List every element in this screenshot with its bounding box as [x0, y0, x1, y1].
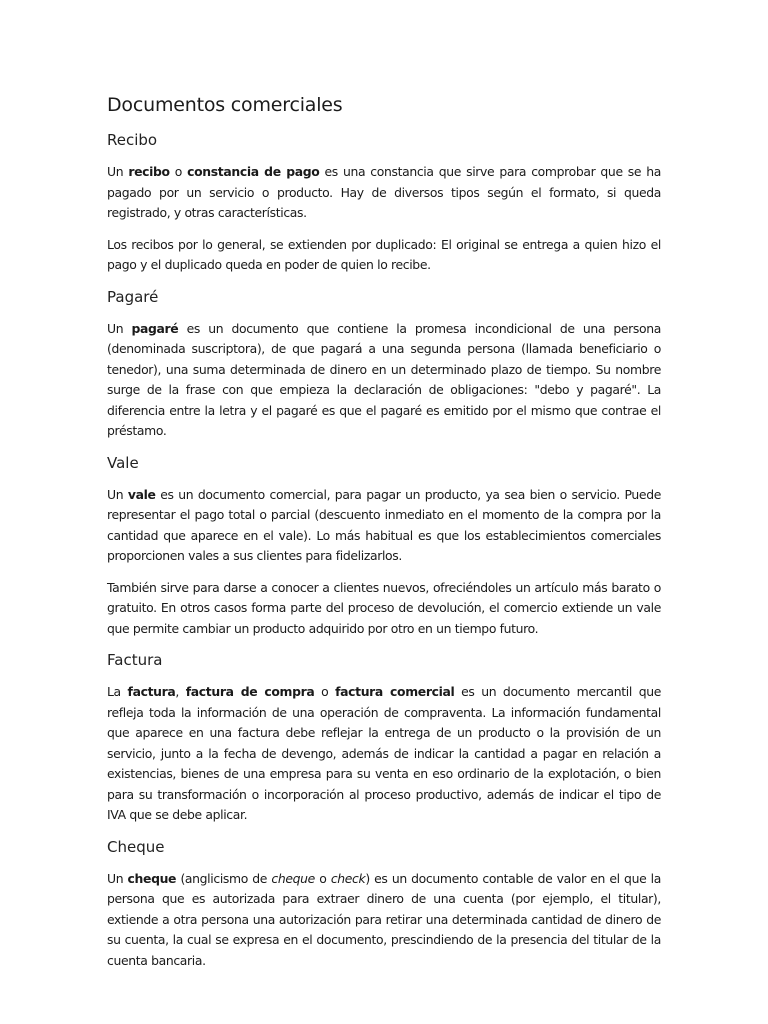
- bold-term: factura comercial: [335, 684, 455, 699]
- section-vale: [107, 453, 661, 640]
- paragraph-vale-1: [107, 485, 661, 567]
- text-run: es un documento que contiene la promesa incondicional de una persona (denominada suscriptora), de que pagará a una segunda persona (llamada beneficiario o tenedor), una suma determinada de dinero en un determinado plazo de tiempo. Su nombre surge de la frase con que empieza la declaración de obligaciones: "debo y pagaré". La diferencia entre la letra y el pagaré es que el pagaré es emitido por el mismo que contrae el préstamo.: [107, 320, 662, 438]
- text-run: Un: [107, 164, 129, 179]
- heading-pagare: Pagaré: [107, 287, 159, 306]
- paragraph-recibo-1: [107, 162, 661, 224]
- text-run: La: [107, 684, 128, 699]
- text-run: o: [314, 870, 331, 886]
- paragraph-factura-1: [107, 682, 661, 826]
- heading-recibo: Recibo: [107, 131, 158, 149]
- heading-factura: Factura: [107, 651, 163, 669]
- bold-term: recibo: [128, 164, 170, 179]
- italic-term: cheque: [271, 870, 315, 886]
- section-cheque: [107, 837, 661, 972]
- text-run: Un: [107, 870, 128, 886]
- heading-cheque: Cheque: [107, 837, 165, 856]
- text-run: ,: [175, 684, 186, 699]
- text-run: (anglicismo de: [176, 870, 272, 886]
- paragraph-pagare-1: [107, 319, 661, 442]
- text-run: Un: [107, 320, 132, 336]
- bold-term: vale: [127, 486, 156, 502]
- text-run: ) es un documento contable de valor en el que la persona que es autorizada para extraer dinero de una cuenta (por ejemplo, el titular), extiende a otra persona una autorización para retirar una determinada cantidad de dinero de su cuenta, la cual se expresa en el documento, prescindiendo de la presencia del titular de la cuenta bancaria.: [107, 870, 661, 968]
- heading-vale: Vale: [107, 453, 139, 472]
- text-run: o: [169, 164, 188, 179]
- section-pagare: [107, 287, 661, 442]
- text-run: es una constancia que sirve para comprobar que se ha pagado por un servicio o producto. Hay de diversos tipos según el formato, si queda registrado, y otras características.: [107, 164, 662, 220]
- text-run: o: [314, 684, 336, 699]
- text-run: es un documento comercial, para pagar un producto, ya sea bien o servicio. Puede representar el pago total o parcial (descuento inmediato en el momento de la compra por la cantidad que aparece en el vale). Lo más habitual es que los establecimientos comerciales proporcionen vales a sus clientes para fidelizarlos.: [107, 486, 661, 563]
- bold-term: constancia de pago: [187, 164, 320, 179]
- text-run: Un: [107, 486, 128, 502]
- bold-term: factura de compra: [185, 684, 315, 699]
- section-recibo: [107, 130, 661, 276]
- paragraph-recibo-2: Los recibos por lo general, se extienden por duplicado: El original se entrega a quien hizo el pago y el duplicado queda en poder de quien lo recibe.: [107, 236, 661, 272]
- text-run: es un documento mercantil que refleja toda la información de una operación de compraventa. La información fundamental que aparece en una factura debe reflejar la entrega de un producto o la provisión de un servicio, junto a la fecha de devengo, además de indicar la cantidad a pagar en relación a existencias, bienes de una empresa para su venta en eso ordinario de la explotación, o bien para su transformación o incorporación al proceso productivo, además de indicar el tipo de IVA que se debe aplicar.: [107, 684, 661, 822]
- bold-term: cheque: [127, 870, 177, 886]
- bold-term: pagaré: [131, 320, 179, 336]
- italic-term: check: [330, 870, 366, 886]
- paragraph-cheque-1: [107, 869, 661, 972]
- paragraph-vale-2: También sirve para darse a conocer a clientes nuevos, ofreciéndoles un artículo más barato o gratuito. En otros casos forma parte del proceso de devolución, el comercio extiende un vale que permite cambiar un producto adquirido por otro en un tiempo futuro.: [107, 579, 661, 636]
- document-title: Documentos comerciales: [107, 94, 343, 116]
- section-factura: [107, 650, 661, 826]
- bold-term: factura: [127, 684, 176, 699]
